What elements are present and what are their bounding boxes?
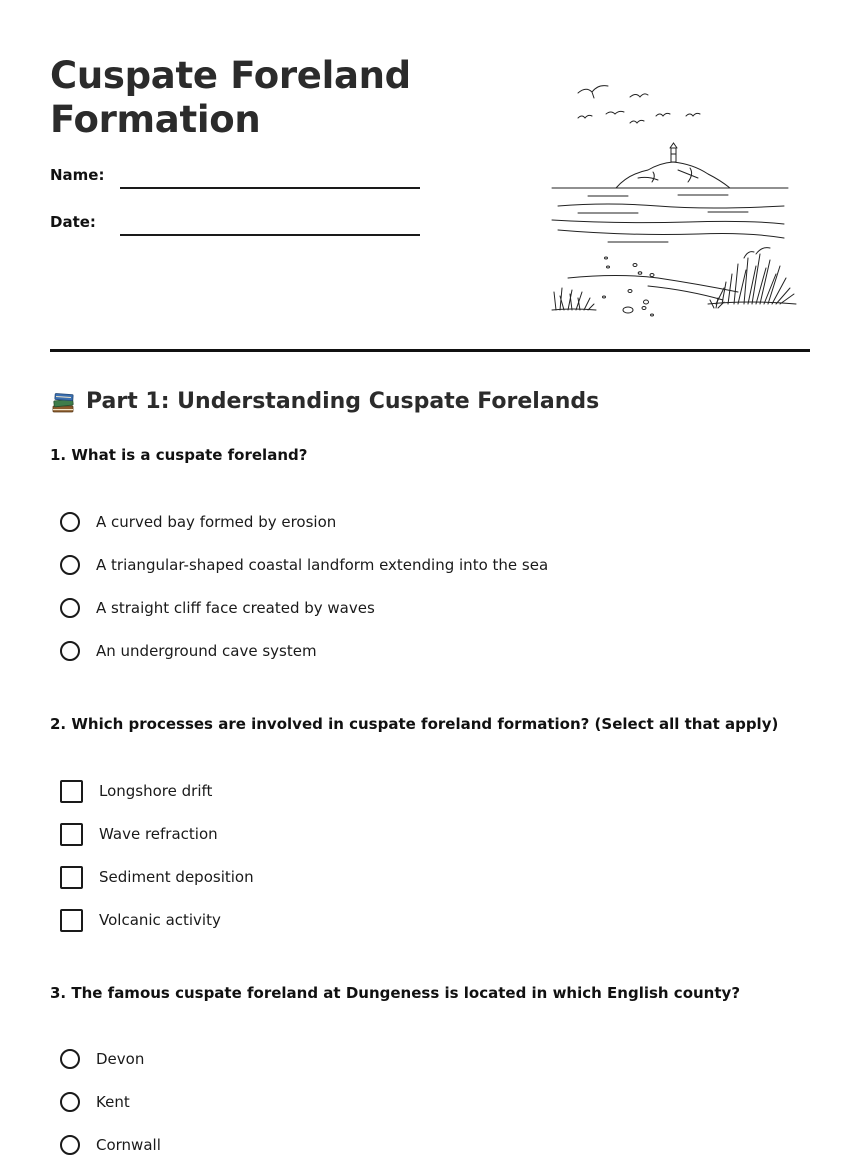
coastal-lighthouse-illustration xyxy=(548,78,798,323)
option-label: A straight cliff face created by waves xyxy=(96,599,375,617)
option-label: Devon xyxy=(96,1050,145,1068)
option-label: A triangular-shaped coastal landform extending into the sea xyxy=(96,556,549,574)
grass-right xyxy=(708,248,796,304)
date-label: Date: xyxy=(50,213,96,231)
q2-option-3[interactable] xyxy=(60,864,254,890)
question-2: 2. Which processes are involved in cuspate foreland formation? (Select all that apply) xyxy=(50,715,779,733)
option-label: Kent xyxy=(96,1093,130,1111)
sea-lines xyxy=(552,188,788,242)
question-3: 3. The famous cuspate foreland at Dungeness is located in which English county? xyxy=(50,984,741,1002)
beach-lines xyxy=(568,276,738,301)
island-icon xyxy=(616,162,730,188)
checkbox[interactable] xyxy=(60,909,83,932)
q3-option-1[interactable] xyxy=(60,1046,144,1072)
name-field[interactable] xyxy=(120,187,420,189)
q3-option-2[interactable] xyxy=(60,1089,130,1115)
grass-left xyxy=(552,288,596,310)
q3-option-3[interactable] xyxy=(60,1132,161,1158)
radio-button[interactable] xyxy=(60,1049,80,1069)
q2-option-2[interactable] xyxy=(60,821,218,847)
option-label: Wave refraction xyxy=(99,825,218,843)
radio-button[interactable] xyxy=(60,598,80,618)
option-label: A curved bay formed by erosion xyxy=(96,513,337,531)
checkbox[interactable] xyxy=(60,866,83,889)
radio-button[interactable] xyxy=(60,512,80,532)
books-icon xyxy=(50,388,76,414)
radio-button[interactable] xyxy=(60,1135,80,1155)
q1-option-1[interactable] xyxy=(60,509,336,535)
question-1: 1. What is a cuspate foreland? xyxy=(50,446,308,464)
option-label: Sediment deposition xyxy=(99,868,254,886)
option-label: Volcanic activity xyxy=(99,911,221,929)
radio-button[interactable] xyxy=(60,641,80,661)
section-divider xyxy=(50,349,810,352)
q1-option-4[interactable] xyxy=(60,638,317,664)
worksheet-title: Cuspate Foreland Formation xyxy=(50,54,411,141)
q1-option-3[interactable] xyxy=(60,595,375,621)
option-label: An underground cave system xyxy=(96,642,317,660)
pebbles xyxy=(603,257,655,316)
part1-title: Part 1: Understanding Cuspate Forelands xyxy=(86,388,600,414)
lighthouse-icon xyxy=(670,143,677,162)
part1-heading xyxy=(50,388,599,414)
q2-option-4[interactable] xyxy=(60,907,221,933)
checkbox[interactable] xyxy=(60,780,83,803)
option-label: Cornwall xyxy=(96,1136,161,1154)
option-label: Longshore drift xyxy=(99,782,213,800)
checkbox[interactable] xyxy=(60,823,83,846)
radio-button[interactable] xyxy=(60,555,80,575)
q1-option-2[interactable] xyxy=(60,552,548,578)
seagull-icons xyxy=(578,86,700,123)
name-label: Name: xyxy=(50,166,105,184)
date-field[interactable] xyxy=(120,234,420,236)
radio-button[interactable] xyxy=(60,1092,80,1112)
q2-option-1[interactable] xyxy=(60,778,212,804)
